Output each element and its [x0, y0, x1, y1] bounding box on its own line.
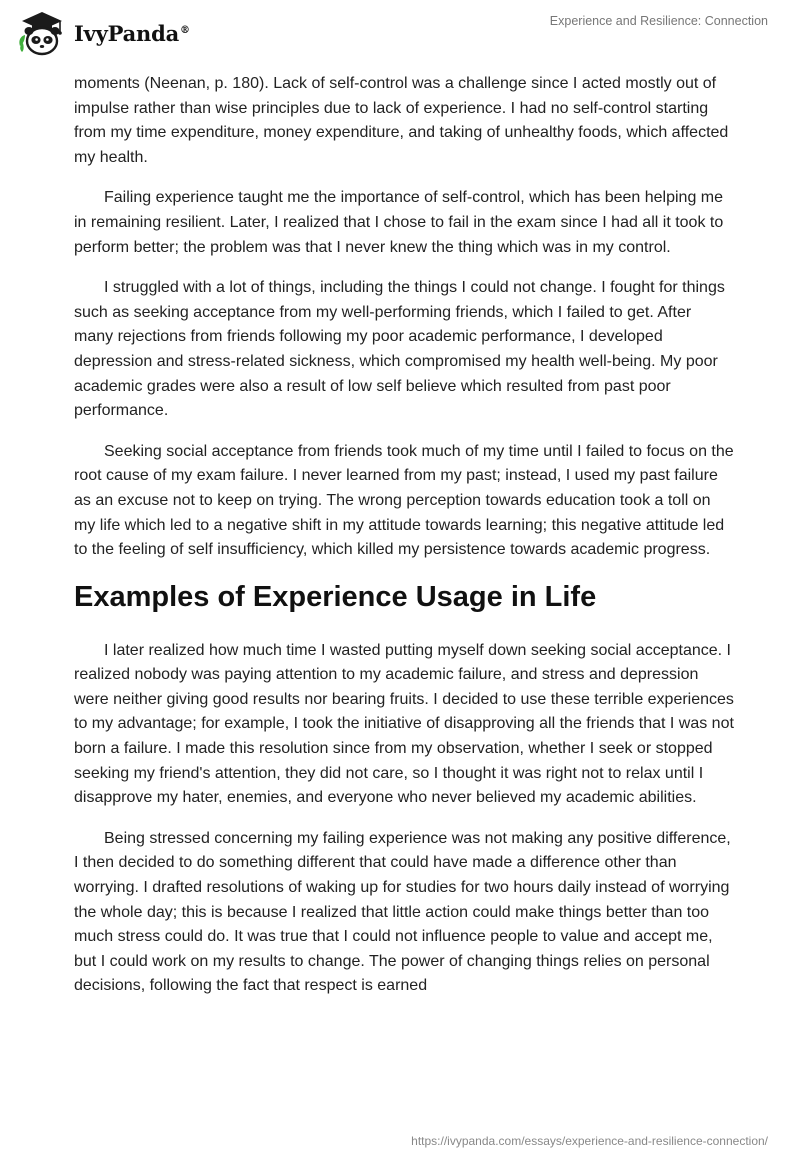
paragraph: Being stressed concerning my failing experience was not making any positive difference, I then decided to do something different that could have made a difference other than worrying. I drafted resolutions of waking up for studies for two hours daily instead of worrying the whole day; this is because I realized that little action could make things better than too much stress could do. It was true that I could not influence people to value and accept me, but I could work on my results to change. The power of changing things relies on personal decisions, following the fact that respect is earned — [74, 829, 731, 995]
brand-name — [74, 21, 190, 46]
section-heading: Examples of Experience Usage in Life — [74, 580, 597, 613]
essay-content — [74, 72, 734, 1015]
paragraph: Seeking social acceptance from friends took much of my time until I failed to focus on the root cause of my exam failure. I never learned from my past; instead, I used my past failure as an excuse not to keep on trying. The wrong perception towards education took a toll on my life which led to a negative shift in my attitude towards learning; this negative attitude led to the feeling of self insufficiency, which killed my persistence towards academic progress. — [74, 442, 734, 559]
source-url[interactable]: https://ivypanda.com/essays/experience-and-resilience-connection/ — [411, 1134, 768, 1148]
paragraph: Failing experience taught me the importance of self-control, which has been helping me in remaining resilient. Later, I realized that I chose to fail in the exam since I had all it took to perform better; the problem was that I never knew the thing which was in my control. — [74, 189, 724, 256]
registered-mark: ® — [180, 24, 190, 36]
brand-text: IvyPanda — [74, 20, 180, 46]
paragraph: I struggled with a lot of things, including the things I could not change. I fought for things such as seeking acceptance from my well-performing friends, which I failed to get. After many rejections from friends following my poor academic performance, I developed depression and stress-related sickness, which compromised my health well-being. My poor academic grades were also a result of low self believe which resulted from past poor performance. — [74, 279, 725, 420]
paragraph: moments (Neenan, p. 180). Lack of self-control was a challenge since I acted mostly out of impulse rather than wise principles due to lack of experience. I had no self-control starting from my time expenditure, money expenditure, and taking of unhealthy foods, which affected my health. — [74, 75, 729, 166]
panda-graduate-icon — [14, 8, 70, 58]
page-header — [0, 0, 800, 70]
paragraph: I later realized how much time I wasted putting myself down seeking social acceptance. I realized nobody was paying attention to my academic failure, and stress and depression were neither giving good results nor bearing fruits. I decided to use these terrible experiences to my advantage; for example, I took the initiative of disapproving all the friends that I was not born a failure. I made this resolution since from my observation, whether I seek or stopped seeking my friend's attention, they did not care, so I thought it was right not to relax until I disapprove my hater, enemies, and everyone who never believed my academic abilities. — [74, 641, 734, 807]
ivypanda-logo[interactable] — [14, 8, 190, 58]
document-title: Experience and Resilience: Connection — [549, 14, 768, 28]
